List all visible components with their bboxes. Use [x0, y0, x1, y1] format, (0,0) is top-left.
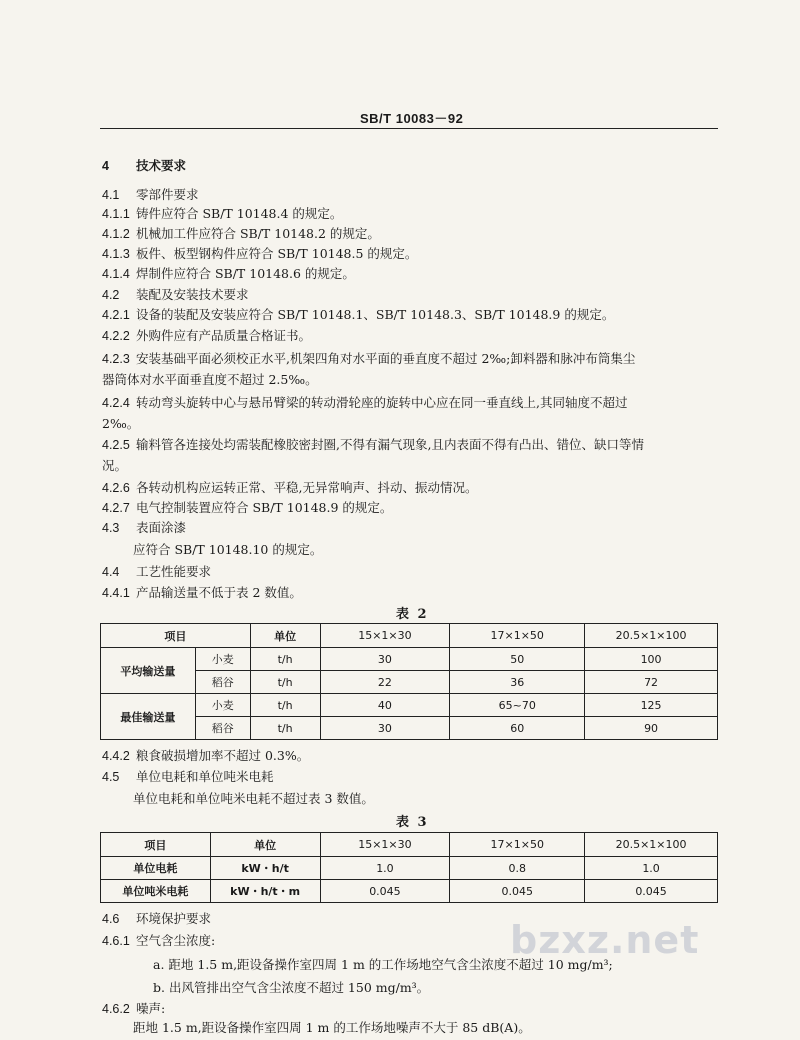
value-cell: 1.0 [320, 857, 450, 880]
section-heading: 4 技术要求 [102, 158, 187, 173]
list-item: b. 出风管排出空气含尘浓度不超过 150 mg/m³。 [153, 980, 430, 995]
unit-cell: t/h [250, 717, 320, 740]
row-label: 单位吨米电耗 [101, 880, 211, 903]
table-2 [100, 623, 718, 740]
clause-line: 4.2.1 设备的装配及安装应符合 SB/T 10148.1、SB/T 10148.3、SB/T 10148.9 的规定。 [102, 307, 615, 322]
table-row [101, 880, 718, 903]
row-group-label: 平均输送量 [101, 648, 196, 694]
grain-cell: 小麦 [195, 648, 250, 671]
table2-header: 单位 [250, 624, 320, 648]
value-cell: 0.045 [320, 880, 450, 903]
table3-header: 20.5×1×100 [585, 833, 718, 857]
value-cell: 72 [585, 671, 718, 694]
clause-line: 距地 1.5 m,距设备操作室四周 1 m 的工作场地噪声不大于 85 dB(A)。 [133, 1020, 531, 1035]
value-cell: 1.0 [585, 857, 718, 880]
clause-line: 4.1 零部件要求 [102, 187, 199, 202]
table3-header: 单位 [210, 833, 320, 857]
clause-line: 4.2.2 外购件应有产品质量合格证书。 [102, 328, 312, 343]
clause-line: 4.6.2 噪声: [102, 1001, 166, 1016]
clause-line: 4.5 单位电耗和单位吨米电耗 [102, 769, 274, 784]
table2-caption: 表 2 [396, 607, 429, 622]
table2-header: 17×1×50 [450, 624, 585, 648]
table2-header: 20.5×1×100 [585, 624, 718, 648]
value-cell: 36 [450, 671, 585, 694]
unit-cell: t/h [250, 648, 320, 671]
clause-line: 单位电耗和单位吨米电耗不超过表 3 数值。 [133, 791, 374, 806]
row-label: 单位电耗 [101, 857, 211, 880]
value-cell: 0.8 [450, 857, 585, 880]
table2-header: 15×1×30 [320, 624, 450, 648]
value-cell: 65~70 [450, 694, 585, 717]
value-cell: 30 [320, 648, 450, 671]
value-cell: 125 [585, 694, 718, 717]
clause-line: 2‰。 [102, 416, 140, 431]
grain-cell: 稻谷 [195, 671, 250, 694]
value-cell: 50 [450, 648, 585, 671]
value-cell: 90 [585, 717, 718, 740]
value-cell: 0.045 [585, 880, 718, 903]
value-cell: 22 [320, 671, 450, 694]
clause-line: 4.1.2 机械加工件应符合 SB/T 10148.2 的规定。 [102, 226, 380, 241]
clause-line: 4.2.4 转动弯头旋转中心与悬吊臂梁的转动滑轮座的旋转中心应在同一垂直线上,其同轴度不超过 [102, 395, 628, 410]
clause-line: 况。 [102, 458, 128, 473]
table-3 [100, 832, 718, 903]
clause-line: 器筒体对水平面垂直度不超过 2.5‰。 [102, 372, 318, 387]
clause-line: 4.4.2 粮食破损增加率不超过 0.3%。 [102, 748, 310, 763]
clause-line: 4.2.5 输料管各连接处均需装配橡胶密封圈,不得有漏气现象,且内表面不得有凸出、错位、缺口等情 [102, 437, 644, 452]
value-cell: 100 [585, 648, 718, 671]
clause-line: 4.1.1 铸件应符合 SB/T 10148.4 的规定。 [102, 206, 343, 221]
table-row [101, 648, 718, 671]
grain-cell: 稻谷 [195, 717, 250, 740]
clause-line: 应符合 SB/T 10148.10 的规定。 [133, 542, 323, 557]
unit-cell: t/h [250, 671, 320, 694]
clause-line: 4.2.6 各转动机构应运转正常、平稳,无异常响声、抖动、振动情况。 [102, 480, 478, 495]
unit-cell: kW・h/t [210, 857, 320, 880]
clause-line: 4.4.1 产品输送量不低于表 2 数值。 [102, 585, 302, 600]
clause-line: 4.6 环境保护要求 [102, 911, 212, 926]
table3-header: 15×1×30 [320, 833, 450, 857]
watermark: bzxz.net [510, 918, 700, 962]
value-cell: 0.045 [450, 880, 585, 903]
clause-line: 4.3 表面涂漆 [102, 520, 187, 535]
clause-line: 4.4 工艺性能要求 [102, 564, 212, 579]
list-item: a. 距地 1.5 m,距设备操作室四周 1 m 的工作场地空气含尘浓度不超过 10 mg/m³; [153, 957, 613, 972]
header-rule [100, 128, 718, 129]
table2-header: 项目 [101, 624, 251, 648]
table3-caption: 表 3 [396, 815, 429, 830]
clause-line: 4.6.1 空气含尘浓度: [102, 933, 216, 948]
row-group-label: 最佳输送量 [101, 694, 196, 740]
value-cell: 40 [320, 694, 450, 717]
unit-cell: kW・h/t・m [210, 880, 320, 903]
clause-line: 4.2.7 电气控制装置应符合 SB/T 10148.9 的规定。 [102, 500, 393, 515]
table-row [101, 857, 718, 880]
table3-header: 17×1×50 [450, 833, 585, 857]
clause-line: 4.1.4 焊制件应符合 SB/T 10148.6 的规定。 [102, 266, 355, 281]
clause-line: 4.2 装配及安装技术要求 [102, 287, 249, 302]
grain-cell: 小麦 [195, 694, 250, 717]
clause-line: 4.1.3 板件、板型钢构件应符合 SB/T 10148.5 的规定。 [102, 246, 418, 261]
unit-cell: t/h [250, 694, 320, 717]
table-row [101, 694, 718, 717]
clause-line: 4.2.3 安装基础平面必须校正水平,机架四角对水平面的垂直度不超过 2‰;卸料器和脉冲布筒集尘 [102, 351, 636, 366]
page-header: SB/T 10083－92 [360, 111, 464, 126]
table3-header: 项目 [101, 833, 211, 857]
value-cell: 60 [450, 717, 585, 740]
value-cell: 30 [320, 717, 450, 740]
